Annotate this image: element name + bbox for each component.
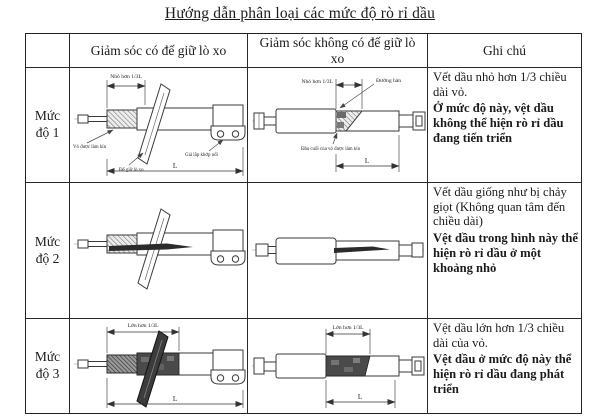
- strut-diagram-level-3: [71, 320, 247, 412]
- note-plain-text: Vết dầu giống như bị chảy giọt (Không quan tâm đến chiều dài): [433, 185, 567, 229]
- right-mount: [412, 243, 423, 257]
- cell-strut-level-1: [70, 68, 248, 183]
- header-empty-cell: [26, 34, 70, 68]
- cell-cylinder-level-1: [248, 68, 428, 183]
- right-mount: [412, 357, 424, 375]
- rod-guide: [107, 110, 137, 128]
- cylinder-diagram-level-3: [249, 320, 427, 412]
- note-bold-text: Ở mức độ này, vệt dầu không thể hiện rò rỉ dầu đang tiến triển: [433, 101, 564, 145]
- cell-strut-level-3: [70, 319, 248, 413]
- bracket-label: Giá lắp khớp nối: [184, 152, 218, 158]
- left-stub: [264, 117, 276, 125]
- outer-tube: [276, 354, 326, 378]
- cell-strut-level-2: [70, 183, 248, 319]
- mounting-bracket: [211, 105, 245, 140]
- dim-label: Nhỏ hơn 1/3L: [300, 78, 333, 85]
- length-label: L: [364, 156, 369, 165]
- cylinder-diagram-level-1: [249, 69, 427, 182]
- level-1-label: Mức độ 1: [26, 68, 70, 183]
- rod-tip: [78, 115, 88, 123]
- header-with-spring-seat: Giảm sóc có đế giữ lò xo: [70, 34, 248, 68]
- dimension-length: [326, 380, 395, 408]
- seal-callout: [301, 133, 361, 152]
- rod-tip: [78, 240, 88, 248]
- shock-absorber-strut: [78, 209, 245, 289]
- shock-absorber-strut: [78, 331, 245, 407]
- length-label: L: [172, 395, 177, 403]
- dim-label: Lớn hơn 1/3L: [126, 323, 159, 329]
- dimension-length: [336, 135, 399, 172]
- piston-rod: [88, 242, 107, 247]
- right-stub: [399, 115, 413, 127]
- leak-classification-table: [25, 33, 582, 414]
- seat-label: Đế giữ lò xo: [118, 167, 144, 173]
- note-level-1: [428, 68, 581, 183]
- note-bold-text: Vệt dầu trong hình này thể hiện rò rỉ dầu ở một khoảng nhỏ: [433, 231, 578, 275]
- level-3-label: Mức độ 3: [26, 319, 70, 413]
- cell-cylinder-level-2: [248, 183, 428, 319]
- oil-stain: [326, 356, 370, 376]
- left-mount: [256, 244, 268, 256]
- right-mount: [413, 112, 425, 130]
- dim-label: Lớn hơn 1/3L: [331, 325, 364, 331]
- left-stub: [264, 362, 276, 371]
- cell-cylinder-level-3: [248, 319, 428, 413]
- rod-tip: [78, 360, 88, 368]
- outer-tube: [276, 109, 336, 133]
- note-level-2: [428, 183, 581, 319]
- level-2-label: Mức độ 2: [26, 183, 70, 319]
- length-label: L: [172, 161, 177, 170]
- weld-label: Đường hàn: [375, 77, 401, 84]
- left-stub: [268, 247, 276, 254]
- right-stub: [399, 360, 412, 372]
- left-mount: [254, 358, 264, 374]
- shock-absorber-cylinder: [256, 238, 423, 264]
- document-title: Hướng dẫn phân loại các mức độ rò rỉ dầu: [164, 5, 436, 22]
- mounting-bracket: [211, 230, 245, 265]
- shock-absorber-cylinder: [254, 354, 424, 378]
- note-plain-text: Vệt dầu lớn hơn 1/3 chiều dài của vỏ.: [433, 321, 565, 350]
- shock-absorber-strut: [78, 84, 245, 164]
- dimension-top: [301, 79, 362, 109]
- note-plain-text: Vết dầu nhỏ hơn 1/3 chiều dài vỏ.: [433, 70, 567, 99]
- note-bold-text: Vệt dầu ở mức độ này thể hiện rò rỉ dầu đang phát triển: [433, 352, 572, 396]
- piston-rod: [88, 362, 107, 367]
- header-notes: Ghi chú: [428, 34, 581, 68]
- rod-guide: [107, 355, 137, 373]
- shock-absorber-cylinder: [254, 109, 425, 133]
- length-label: L: [357, 393, 362, 401]
- dimension-top: [107, 74, 145, 108]
- dimension-top: [326, 325, 370, 354]
- weld-callout: [340, 78, 401, 108]
- mounting-bracket: [211, 350, 245, 384]
- strut-diagram-level-1: [71, 69, 247, 182]
- note-level-3: [428, 319, 581, 413]
- cylinder-diagram-level-2: [249, 194, 427, 307]
- seal-label: Đầu cuối của vỏ được làm kín: [300, 146, 360, 152]
- dim-label: Nhỏ hơn 1/3L: [109, 73, 142, 80]
- piston-rod: [88, 116, 107, 121]
- outer-tube: [276, 238, 336, 264]
- seal-label: Vỏ được làm kín: [72, 144, 106, 150]
- header-without-spring-seat: Giảm sóc không có đế giữ lò xo: [248, 34, 428, 68]
- right-stub: [399, 245, 412, 256]
- strut-diagram-level-2: [71, 194, 247, 307]
